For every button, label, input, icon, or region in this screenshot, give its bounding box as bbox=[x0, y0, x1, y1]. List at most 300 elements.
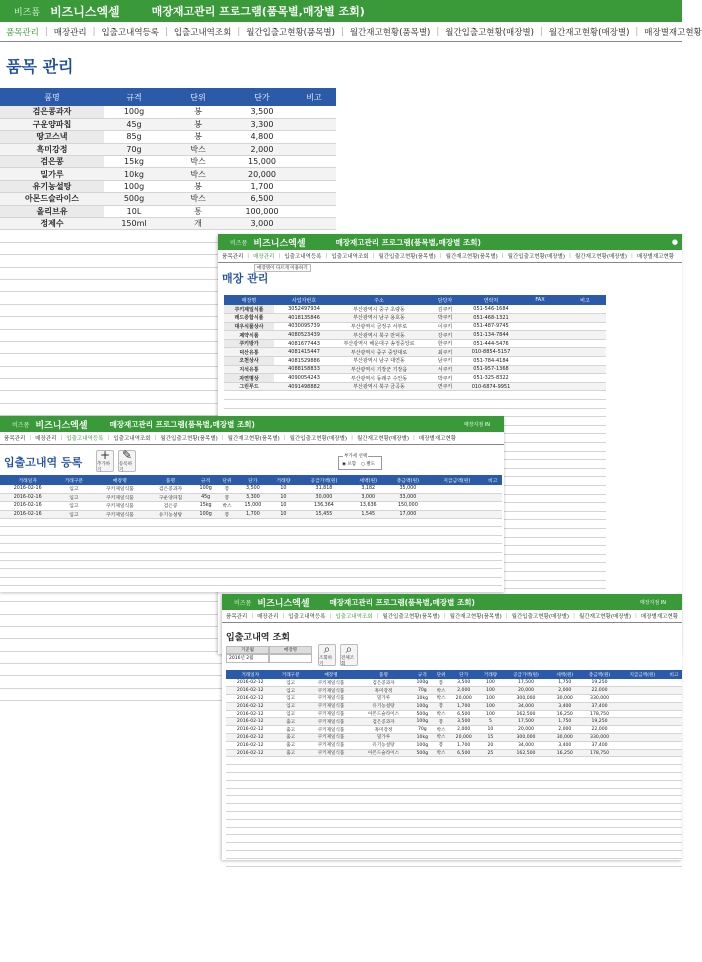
table-cell bbox=[503, 804, 550, 812]
table-row[interactable] bbox=[0, 485, 502, 493]
table-cell: 500g bbox=[412, 749, 433, 757]
table-cell: 2016-02-12 bbox=[226, 749, 275, 757]
table-cell bbox=[307, 819, 355, 827]
table-cell: 10 bbox=[478, 726, 502, 734]
table-cell bbox=[564, 451, 606, 460]
table-cell bbox=[0, 552, 55, 560]
register-button[interactable] bbox=[118, 450, 136, 472]
table-row[interactable] bbox=[226, 718, 682, 726]
table-cell bbox=[55, 544, 92, 552]
table-cell: 쿠키방가 bbox=[224, 339, 274, 348]
nav-tab[interactable]: 월간입출고현황(매장별) bbox=[511, 614, 570, 620]
table-row[interactable] bbox=[224, 348, 606, 357]
nav-tab[interactable]: 월간재고현황(매장별) bbox=[578, 614, 632, 620]
nav-tab[interactable]: 품목관리 bbox=[6, 27, 39, 38]
table-cell bbox=[104, 304, 164, 316]
table-cell bbox=[666, 702, 682, 710]
table-cell: 박스 bbox=[433, 749, 449, 757]
nav-separator: | bbox=[237, 26, 241, 37]
table-cell: 051-784-4184 bbox=[466, 357, 516, 366]
nav-separator: | bbox=[635, 613, 637, 619]
table-row[interactable] bbox=[226, 679, 682, 687]
table-cell bbox=[516, 580, 564, 589]
nav-tab[interactable]: 월간재고현황(매장별) bbox=[574, 254, 628, 260]
table-cell bbox=[218, 561, 236, 569]
column-header: 지급금액(원) bbox=[619, 670, 666, 679]
table-cell: 2016-02-16 bbox=[0, 510, 55, 518]
table-cell bbox=[351, 552, 386, 560]
table-row[interactable] bbox=[224, 314, 606, 323]
table-cell bbox=[226, 843, 275, 851]
nav-tab[interactable]: 입출고내역조회 bbox=[331, 254, 369, 260]
table-cell: 15,000 bbox=[236, 502, 269, 510]
table-row[interactable] bbox=[0, 502, 502, 510]
table-cell bbox=[274, 400, 334, 409]
table-cell: 20,000 bbox=[449, 695, 478, 703]
store-link[interactable]: 매장지점 IN bbox=[639, 599, 666, 606]
empty-row[interactable] bbox=[226, 858, 682, 866]
table-cell: 부산광역시 남구 용호동 bbox=[334, 314, 424, 323]
nav-separator: | bbox=[329, 613, 332, 619]
table-cell: 밀가루 bbox=[0, 168, 104, 180]
nav-tab[interactable]: 매장관리 bbox=[253, 254, 275, 260]
table-cell: 70g bbox=[104, 143, 164, 155]
table-cell: 17,500 bbox=[503, 718, 550, 726]
nav-tab[interactable]: 월간재고현황(품목별) bbox=[449, 614, 502, 620]
add-button[interactable] bbox=[96, 450, 114, 472]
note-box: 매장명이 다르게 이용하기 bbox=[254, 264, 311, 272]
empty-row[interactable] bbox=[0, 527, 502, 535]
table-cell bbox=[412, 773, 433, 781]
table-cell: 051-444-5476 bbox=[466, 339, 516, 348]
table-row[interactable] bbox=[0, 493, 502, 501]
empty-row[interactable] bbox=[0, 577, 502, 585]
table-row[interactable] bbox=[226, 695, 682, 703]
table-cell bbox=[433, 804, 449, 812]
empty-row[interactable] bbox=[0, 535, 502, 543]
empty-row[interactable] bbox=[0, 569, 502, 577]
column-header: 매장명 bbox=[92, 475, 147, 485]
table-cell bbox=[236, 561, 269, 569]
empty-row[interactable] bbox=[226, 773, 682, 781]
table-cell bbox=[619, 718, 666, 726]
table-cell bbox=[148, 577, 194, 585]
table-cell: 330,000 bbox=[580, 734, 619, 742]
table-cell bbox=[516, 528, 564, 537]
table-cell: 100g bbox=[104, 180, 164, 192]
table-cell bbox=[0, 614, 104, 626]
empty-row[interactable] bbox=[0, 519, 502, 527]
empty-row[interactable] bbox=[224, 400, 606, 409]
inout-view-window bbox=[222, 594, 682, 860]
table-cell bbox=[0, 366, 104, 378]
table-row[interactable] bbox=[224, 305, 606, 314]
table-row[interactable] bbox=[0, 156, 336, 168]
table-cell bbox=[412, 757, 433, 765]
table-row[interactable] bbox=[226, 741, 682, 749]
table-cell bbox=[292, 180, 336, 192]
table-cell: 강쿠키 bbox=[424, 331, 466, 340]
table-cell bbox=[307, 804, 355, 812]
empty-row[interactable] bbox=[226, 827, 682, 835]
table-row[interactable] bbox=[224, 365, 606, 374]
table-row[interactable] bbox=[224, 322, 606, 331]
table-cell bbox=[104, 267, 164, 279]
empty-row[interactable] bbox=[226, 835, 682, 843]
table-cell bbox=[478, 843, 502, 851]
table-cell bbox=[580, 858, 619, 866]
nav-tab[interactable]: 월간재고현황(매장별) bbox=[356, 436, 410, 442]
nav-tab[interactable]: 매장별재고현황 bbox=[644, 27, 702, 38]
table-cell bbox=[580, 773, 619, 781]
table-cell bbox=[194, 561, 218, 569]
table-cell bbox=[351, 527, 386, 535]
table-cell bbox=[104, 379, 164, 391]
search-button[interactable] bbox=[318, 644, 336, 666]
table-cell: 오천상사 bbox=[224, 357, 274, 366]
table-cell: 10L bbox=[104, 205, 164, 217]
table-cell bbox=[424, 391, 466, 400]
table-cell bbox=[55, 561, 92, 569]
empty-row[interactable] bbox=[224, 391, 606, 400]
nav-tab[interactable]: 품목관리 bbox=[222, 254, 244, 260]
nav-tab[interactable]: 매장별재고현황 bbox=[418, 436, 457, 442]
table-row[interactable] bbox=[0, 106, 336, 118]
nav-tab[interactable]: 월간재고현황(품목별) bbox=[445, 254, 498, 260]
brand-small: 비즈폼 bbox=[14, 7, 41, 18]
table-row[interactable] bbox=[0, 205, 336, 217]
nav-tab[interactable]: 매장관리 bbox=[35, 436, 57, 442]
table-cell bbox=[292, 193, 336, 205]
table-cell: 봉 bbox=[164, 180, 232, 192]
title-bar bbox=[218, 234, 682, 250]
table-cell bbox=[430, 527, 483, 535]
table-cell bbox=[194, 569, 218, 577]
column-header: 단위 bbox=[164, 88, 232, 106]
table-cell bbox=[297, 561, 350, 569]
table-row[interactable] bbox=[226, 749, 682, 757]
store-link[interactable]: 매장지점 IN bbox=[463, 421, 490, 428]
table-cell: 흑미강정 bbox=[0, 143, 104, 155]
table-cell: 부산광역시 해운대구 송정중앙로 bbox=[334, 339, 424, 348]
table-cell: 유기농설탕 bbox=[355, 702, 411, 710]
table-cell: 4081677443 bbox=[274, 339, 334, 348]
table-row[interactable] bbox=[0, 168, 336, 180]
table-cell bbox=[307, 788, 355, 796]
table-cell bbox=[619, 741, 666, 749]
table-cell bbox=[516, 520, 564, 529]
table-row[interactable] bbox=[224, 382, 606, 391]
table-cell bbox=[386, 527, 430, 535]
nav-tab[interactable]: 품목관리 bbox=[4, 436, 26, 442]
table-cell: 박스 bbox=[433, 726, 449, 734]
table-cell bbox=[275, 851, 307, 859]
table-row[interactable] bbox=[226, 687, 682, 695]
empty-row[interactable] bbox=[226, 812, 682, 820]
column-header: 세액(원) bbox=[351, 475, 386, 485]
empty-row[interactable] bbox=[226, 819, 682, 827]
table-cell bbox=[433, 780, 449, 788]
table-cell bbox=[516, 322, 564, 331]
table-cell bbox=[478, 819, 502, 827]
column-header: 규격 bbox=[104, 88, 164, 106]
nav-tab[interactable]: 입출고내역등록 bbox=[284, 254, 322, 260]
table-cell bbox=[92, 527, 147, 535]
table-cell bbox=[433, 843, 449, 851]
nav-tab[interactable]: 월간입출고현황(품목별) bbox=[160, 436, 218, 442]
brand-logo: 비즈니스엑셀 bbox=[253, 238, 306, 249]
inout-register-table bbox=[0, 475, 502, 586]
table-cell: 구운양파칩 bbox=[0, 118, 104, 130]
table-row[interactable] bbox=[0, 180, 336, 192]
empty-row[interactable] bbox=[226, 843, 682, 851]
table-cell bbox=[275, 796, 307, 804]
table-row[interactable] bbox=[0, 510, 502, 518]
table-cell bbox=[666, 812, 682, 820]
view-all-button[interactable] bbox=[340, 644, 358, 666]
inout-register-window bbox=[0, 416, 504, 592]
empty-row[interactable] bbox=[226, 780, 682, 788]
table-cell bbox=[619, 695, 666, 703]
table-cell: 정제수 bbox=[0, 218, 104, 230]
nav-tab[interactable]: 월간재고현황(품목별) bbox=[349, 27, 431, 38]
nav-separator: | bbox=[325, 253, 328, 259]
table-row[interactable] bbox=[226, 710, 682, 718]
table-cell bbox=[0, 292, 104, 304]
table-cell bbox=[503, 773, 550, 781]
nav-tab[interactable]: 월간입출고현황(매장별) bbox=[445, 27, 534, 38]
program-title: 매장재고관리 프로그램(품목별,매장별 조회) bbox=[335, 237, 481, 247]
table-cell bbox=[148, 519, 194, 527]
table-cell bbox=[0, 651, 104, 663]
table-cell bbox=[351, 577, 386, 585]
table-cell: 박스 bbox=[433, 687, 449, 695]
table-cell bbox=[478, 796, 502, 804]
table-cell bbox=[564, 400, 606, 409]
table-cell: 1,700 bbox=[449, 702, 478, 710]
table-cell: 박스 bbox=[433, 695, 449, 703]
empty-row[interactable] bbox=[0, 552, 502, 560]
table-cell bbox=[226, 765, 275, 773]
table-row[interactable] bbox=[0, 218, 336, 230]
table-cell bbox=[92, 544, 147, 552]
empty-row[interactable] bbox=[226, 851, 682, 859]
table-cell: 051-957-1368 bbox=[466, 365, 516, 374]
table-cell bbox=[478, 765, 502, 773]
nav-tab[interactable]: 월간재고현황(매장별) bbox=[548, 27, 630, 38]
table-cell: 6,500 bbox=[449, 749, 478, 757]
table-cell bbox=[430, 493, 483, 501]
column-header: 비고 bbox=[292, 88, 336, 106]
nav-tab[interactable]: 입출고내역등록 bbox=[288, 614, 326, 620]
table-cell bbox=[92, 561, 147, 569]
table-cell bbox=[580, 851, 619, 859]
table-cell: 3,500 bbox=[449, 718, 478, 726]
table-row[interactable] bbox=[224, 374, 606, 383]
empty-row[interactable] bbox=[0, 544, 502, 552]
table-cell bbox=[355, 796, 411, 804]
filter-store-input[interactable] bbox=[269, 654, 312, 663]
pencil-icon: ✎ bbox=[121, 448, 133, 462]
table-row[interactable] bbox=[0, 131, 336, 143]
table-cell bbox=[666, 749, 682, 757]
table-row[interactable] bbox=[0, 118, 336, 130]
table-cell bbox=[270, 544, 298, 552]
table-cell bbox=[430, 552, 483, 560]
table-cell: 검은콩과자 bbox=[355, 718, 411, 726]
nav-tab[interactable]: 입출고내역조회 bbox=[335, 614, 373, 620]
nav-separator: | bbox=[164, 26, 168, 37]
table-cell: 70g bbox=[412, 726, 433, 734]
table-cell: 150,000 bbox=[386, 502, 430, 510]
vat-exclude-label: 별도 bbox=[366, 462, 376, 467]
table-cell bbox=[104, 602, 164, 614]
table-cell: 박스 bbox=[433, 710, 449, 718]
table-cell bbox=[412, 804, 433, 812]
table-row[interactable] bbox=[226, 702, 682, 710]
table-header-row bbox=[224, 295, 606, 305]
search-icon: ⌕ bbox=[323, 642, 331, 656]
table-cell bbox=[0, 519, 55, 527]
table-cell bbox=[386, 535, 430, 543]
table-cell bbox=[549, 858, 580, 866]
table-cell: 김쿠키 bbox=[424, 305, 466, 314]
table-cell bbox=[449, 780, 478, 788]
empty-row[interactable] bbox=[226, 796, 682, 804]
table-cell: 85g bbox=[104, 131, 164, 143]
table-cell bbox=[516, 477, 564, 486]
table-cell bbox=[218, 535, 236, 543]
table-header-row bbox=[0, 88, 336, 106]
column-header: 단위 bbox=[433, 670, 449, 679]
table-row[interactable] bbox=[0, 193, 336, 205]
nav-tab[interactable]: 월간재고현황(품목별) bbox=[227, 436, 280, 442]
table-cell: 10kg bbox=[412, 734, 433, 742]
table-cell bbox=[226, 788, 275, 796]
table-cell bbox=[224, 391, 274, 400]
table-cell bbox=[307, 827, 355, 835]
table-cell bbox=[478, 851, 502, 859]
nav-tab[interactable]: 매장관리 bbox=[257, 614, 279, 620]
table-cell bbox=[297, 544, 350, 552]
table-cell: 입고 bbox=[55, 493, 92, 501]
table-cell bbox=[386, 544, 430, 552]
nav-tab[interactable]: 품목관리 bbox=[226, 614, 248, 620]
nav-tab[interactable]: 입출고내역조회 bbox=[173, 27, 232, 38]
table-cell bbox=[430, 510, 483, 518]
table-cell bbox=[666, 765, 682, 773]
table-cell bbox=[564, 537, 606, 546]
table-row[interactable] bbox=[226, 734, 682, 742]
table-cell bbox=[104, 317, 164, 329]
nav-tab[interactable]: 월간입출고현황(매장별) bbox=[507, 254, 566, 260]
table-cell bbox=[449, 835, 478, 843]
table-cell bbox=[619, 765, 666, 773]
vat-include-radio[interactable]: ◉ 포함 bbox=[342, 462, 357, 467]
table-cell bbox=[580, 835, 619, 843]
table-cell: 1,700 bbox=[236, 510, 269, 518]
table-cell bbox=[412, 858, 433, 866]
table-cell: 20,000 bbox=[449, 734, 478, 742]
nav-tab[interactable]: 입출고내역등록 bbox=[101, 27, 159, 38]
table-cell bbox=[580, 780, 619, 788]
nav-tab[interactable]: 월간입출고현황(품목별) bbox=[382, 614, 440, 620]
nav-tab[interactable]: 입출고내역조회 bbox=[113, 436, 151, 442]
table-cell bbox=[218, 544, 236, 552]
table-cell bbox=[619, 780, 666, 788]
table-cell: 부산광역시 북구 금곡동 bbox=[334, 382, 424, 391]
table-cell: 유기농설탕 bbox=[0, 180, 104, 192]
nav-tab[interactable]: 매장별재고현황 bbox=[640, 614, 679, 620]
table-cell bbox=[478, 788, 502, 796]
table-cell bbox=[484, 502, 503, 510]
table-cell bbox=[430, 569, 483, 577]
table-cell bbox=[549, 804, 580, 812]
table-cell: 박쿠키 bbox=[424, 314, 466, 323]
table-row[interactable] bbox=[224, 339, 606, 348]
table-row[interactable] bbox=[0, 143, 336, 155]
table-cell bbox=[292, 118, 336, 130]
nav-tab[interactable]: 매장별재고현황 bbox=[636, 254, 675, 260]
table-cell bbox=[666, 843, 682, 851]
table-cell bbox=[449, 858, 478, 866]
nav-separator: | bbox=[372, 253, 375, 259]
view-all-button-label: 전체조회 bbox=[341, 656, 355, 667]
table-row[interactable] bbox=[224, 331, 606, 340]
table-cell: 쿠키제일식품 bbox=[307, 718, 355, 726]
table-cell bbox=[564, 485, 606, 494]
column-header: 매장명 bbox=[224, 295, 274, 305]
table-cell: 37,400 bbox=[580, 702, 619, 710]
table-cell: 051-546-1684 bbox=[466, 305, 516, 314]
table-cell bbox=[503, 796, 550, 804]
empty-row[interactable] bbox=[226, 804, 682, 812]
table-cell bbox=[104, 688, 164, 700]
table-cell bbox=[564, 314, 606, 323]
table-cell bbox=[580, 843, 619, 851]
nav-bar bbox=[218, 250, 682, 263]
table-cell bbox=[275, 843, 307, 851]
table-row[interactable] bbox=[224, 357, 606, 366]
table-cell: 3,400 bbox=[549, 702, 580, 710]
empty-row[interactable] bbox=[226, 765, 682, 773]
table-cell bbox=[484, 493, 503, 501]
vat-exclude-radio[interactable]: ○ 별도 bbox=[361, 462, 376, 467]
table-cell bbox=[516, 339, 564, 348]
nav-tab[interactable]: 월간입출고현황(품목별) bbox=[378, 254, 436, 260]
table-cell: 지석유통 bbox=[224, 365, 274, 374]
table-cell: 10 bbox=[270, 493, 298, 501]
empty-row[interactable] bbox=[226, 757, 682, 765]
table-cell bbox=[270, 577, 298, 585]
table-cell bbox=[478, 858, 502, 866]
table-cell: 100g bbox=[104, 106, 164, 118]
nav-tab[interactable]: 월간입출고현황(품목별) bbox=[246, 27, 335, 38]
empty-row[interactable] bbox=[226, 788, 682, 796]
table-cell bbox=[433, 812, 449, 820]
table-cell bbox=[516, 468, 564, 477]
table-row[interactable] bbox=[226, 726, 682, 734]
nav-tab[interactable]: 입출고내역등록 bbox=[66, 436, 104, 442]
table-cell bbox=[386, 569, 430, 577]
nav-tab[interactable]: 월간입출고현황(매장별) bbox=[289, 436, 348, 442]
nav-separator: | bbox=[29, 435, 32, 441]
empty-row[interactable] bbox=[0, 561, 502, 569]
table-cell: 출고 bbox=[275, 734, 307, 742]
filter-month-input[interactable]: 2016년 2월 bbox=[226, 654, 269, 663]
nav-tab[interactable]: 매장관리 bbox=[53, 27, 87, 38]
table-cell bbox=[564, 477, 606, 486]
